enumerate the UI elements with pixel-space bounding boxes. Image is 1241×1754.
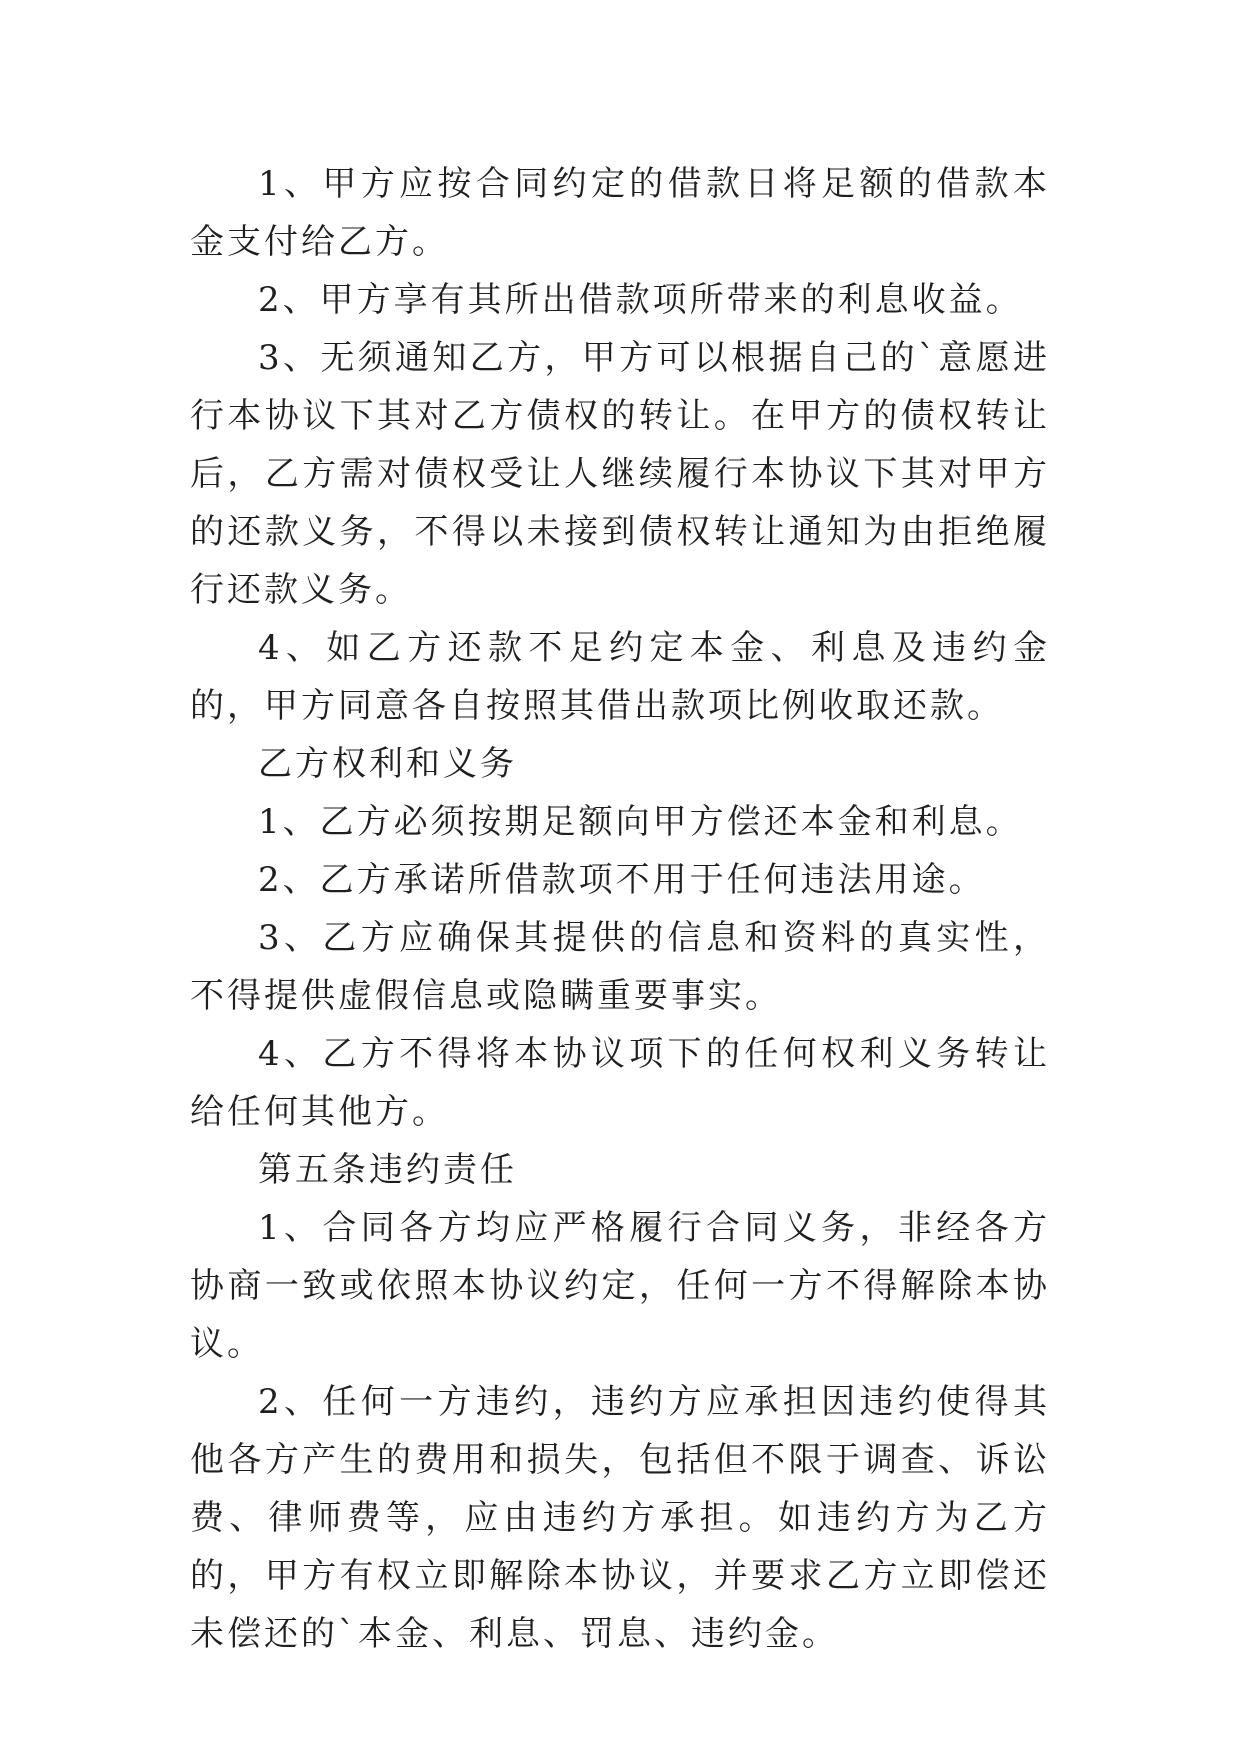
paragraph-lender-obligation-2: 2、甲方享有其所出借款项所带来的利息收益。 — [258, 280, 1023, 320]
paragraph-lender-obligation-1: 1、甲方应按合同约定的借款日将足额的借款本金支付给乙方。 — [190, 164, 1050, 262]
section-heading-liability: 第五条违约责任 — [258, 1150, 517, 1190]
document-body — [190, 155, 1050, 1663]
paragraph-borrower-obligation-1: 1、乙方必须按期足额向甲方偿还本金和利息。 — [258, 802, 1023, 842]
paragraph-borrower-obligation-4: 4、乙方不得将本协议项下的任何权利义务转让给任何其他方。 — [190, 1034, 1050, 1132]
paragraph-borrower-obligation-2: 2、乙方承诺所借款项不用于任何违法用途。 — [258, 860, 986, 900]
paragraph-liability-1: 1、合同各方均应严格履行合同义务，非经各方协商一致或依照本协议约定，任何一方不得解除本协议。 — [190, 1208, 1050, 1364]
paragraph-lender-obligation-3: 3、无须通知乙方，甲方可以根据自己的`意愿进行本协议下其对乙方债权的转让。在甲方的债权转让后，乙方需对债权受让人继续履行本协议下其对甲方的还款义务，不得以未接到债权转让通知为由拒绝履行还款义务。 — [190, 338, 1050, 610]
paragraph-borrower-obligation-3: 3、乙方应确保其提供的信息和资料的真实性，不得提供虚假信息或隐瞒重要事实。 — [190, 918, 1050, 1016]
paragraph-lender-obligation-4: 4、如乙方还款不足约定本金、利息及违约金的，甲方同意各自按照其借出款项比例收取还款。 — [190, 628, 1050, 726]
section-heading-borrower-rights: 乙方权利和义务 — [258, 744, 517, 784]
paragraph-liability-2: 2、任何一方违约，违约方应承担因违约使得其他各方产生的费用和损失，包括但不限于调查、诉讼费、律师费等，应由违约方承担。如违约方为乙方的，甲方有权立即解除本协议，并要求乙方立即偿还未偿还的`本金、利息、罚息、违约金。 — [190, 1382, 1050, 1654]
